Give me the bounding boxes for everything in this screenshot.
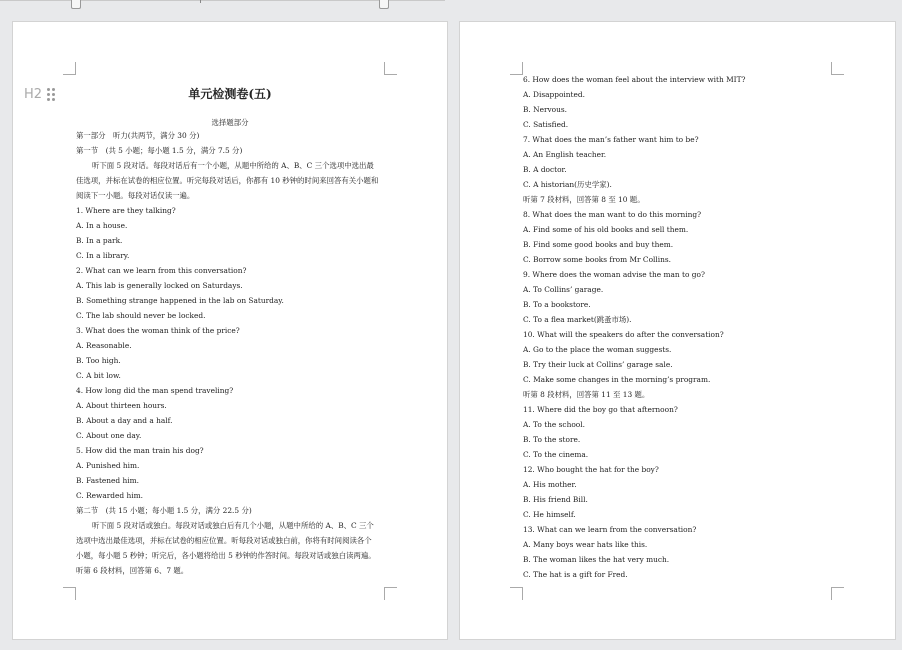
option: A. His mother. xyxy=(523,480,577,489)
option: A. Reasonable. xyxy=(76,341,132,350)
text-line: 第一部分 听力(共两节，满分 30 分) xyxy=(76,131,200,140)
text-line: 听下面 5 段对话。每段对话后有一个小题，从题中所给的 A、B、C 三个选项中选出最 xyxy=(92,161,374,170)
text-line: 听第 6 段材料，回答第 6、7 题。 xyxy=(76,566,189,575)
text-line: 阅读下一小题。每段对话仅读一遍。 xyxy=(76,191,195,200)
ruler-tab-mark xyxy=(200,0,201,3)
ruler-bar xyxy=(0,0,902,14)
option: B. In a park. xyxy=(76,236,123,245)
option: C. Rewarded him. xyxy=(76,491,143,500)
option: A. An English teacher. xyxy=(523,150,607,159)
option: B. Too high. xyxy=(76,356,121,365)
right-indent-handle[interactable] xyxy=(379,0,389,9)
page-1-text xyxy=(76,128,378,578)
question: 11. Where did the boy go that afternoon? xyxy=(523,405,678,414)
margin-corner-bottom-left xyxy=(63,587,76,600)
question: 7. What does the man’s father want him to be? xyxy=(523,135,699,144)
option: A. Find some of his old books and sell them. xyxy=(523,225,689,234)
heading-h2-icon[interactable]: H2 xyxy=(24,87,43,102)
question: 12. Who bought the hat for the boy? xyxy=(523,465,659,474)
option: B. To the store. xyxy=(523,435,581,444)
margin-corner-top-right xyxy=(831,62,844,75)
option: B. The woman likes the hat very much. xyxy=(523,555,670,564)
text-line: 第二节 (共 15 小题；每小题 1.5 分，满分 22.5 分) xyxy=(76,506,252,515)
option: A. In a house. xyxy=(76,221,128,230)
option: C. He himself. xyxy=(523,510,576,519)
question: 3. What does the woman think of the price? xyxy=(76,326,240,335)
option: C. About one day. xyxy=(76,431,142,440)
document-title: 单元检测卷(五) xyxy=(188,87,272,101)
option: C. Make some changes in the morning’s program. xyxy=(523,375,711,384)
option: C. To a flea market(跳蚤市场). xyxy=(523,315,632,324)
section-subtitle: 选择题部分 xyxy=(211,118,249,127)
option: C. A bit low. xyxy=(76,371,121,380)
option: B. To a bookstore. xyxy=(523,300,591,309)
option: C. Satisfied. xyxy=(523,120,569,129)
page-2-text xyxy=(523,72,745,582)
option: C. A historian(历史学家). xyxy=(523,180,612,189)
question: 9. Where does the woman advise the man to go? xyxy=(523,270,705,279)
option: A. To Collins’ garage. xyxy=(523,285,604,294)
question: 10. What will the speakers do after the conversation? xyxy=(523,330,724,339)
option: B. Fastened him. xyxy=(76,476,139,485)
option: A. Many boys wear hats like this. xyxy=(523,540,648,549)
option: C. To the cinema. xyxy=(523,450,589,459)
document-page-2[interactable] xyxy=(460,22,895,639)
margin-corner-top-left xyxy=(510,62,523,75)
text-line: 听第 8 段材料，回答第 11 至 13 题。 xyxy=(523,390,650,399)
margin-corner-top-left xyxy=(63,62,76,75)
option: C. The hat is a gift for Fred. xyxy=(523,570,628,579)
option: B. A doctor. xyxy=(523,165,567,174)
option: B. Nervous. xyxy=(523,105,568,114)
text-line: 第一节 (共 5 小题；每小题 1.5 分，满分 7.5 分) xyxy=(76,146,243,155)
option: A. Punished him. xyxy=(76,461,140,470)
option: A. To the school. xyxy=(523,420,585,429)
question: 8. What does the man want to do this morning? xyxy=(523,210,702,219)
margin-corner-bottom-right xyxy=(831,587,844,600)
text-line: 听下面 5 段对话或独白。每段对话或独白后有几个小题，从题中所给的 A、B、C 三个 xyxy=(92,521,374,530)
option: C. In a library. xyxy=(76,251,130,260)
option: B. Try their luck at Collins’ garage sale. xyxy=(523,360,673,369)
question: 4. How long did the man spend traveling? xyxy=(76,386,234,395)
document-page-1[interactable] xyxy=(13,22,447,639)
option: B. Find some good books and buy them. xyxy=(523,240,674,249)
text-line: 听第 7 段材料，回答第 8 至 10 题。 xyxy=(523,195,645,204)
text-line: 佳选项，并标在试卷的相应位置。听完每段对话后，你都有 10 秒钟的时间来回答有关小题和 xyxy=(76,176,379,185)
text-line: 小题，每小题 5 秒钟；听完后，各小题将给出 5 秒钟的作答时间。每段对话或独白读两遍。 xyxy=(76,551,376,560)
option: A. About thirteen hours. xyxy=(76,401,167,410)
option: B. Something strange happened in the lab on Saturday. xyxy=(76,296,284,305)
margin-corner-top-right xyxy=(384,62,397,75)
left-indent-handle[interactable] xyxy=(71,0,81,9)
option: A. Disappointed. xyxy=(523,90,585,99)
text-line: 选项中选出最佳选项，并标在试卷的相应位置。听每段对话或独白前，你将有时间阅读各个 xyxy=(76,536,372,545)
question: 1. Where are they talking? xyxy=(76,206,176,215)
option: C. The lab should never be locked. xyxy=(76,311,206,320)
question: 13. What can we learn from the conversation? xyxy=(523,525,697,534)
option: B. His friend Bill. xyxy=(523,495,588,504)
question: 2. What can we learn from this conversation? xyxy=(76,266,247,275)
option: C. Borrow some books from Mr Collins. xyxy=(523,255,672,264)
question: 6. How does the woman feel about the interview with MIT? xyxy=(523,75,746,84)
margin-corner-bottom-right xyxy=(384,587,397,600)
option: B. About a day and a half. xyxy=(76,416,173,425)
option: A. This lab is generally locked on Saturdays. xyxy=(76,281,243,290)
question: 5. How did the man train his dog? xyxy=(76,446,204,455)
option: A. Go to the place the woman suggests. xyxy=(523,345,672,354)
margin-corner-bottom-left xyxy=(510,587,523,600)
